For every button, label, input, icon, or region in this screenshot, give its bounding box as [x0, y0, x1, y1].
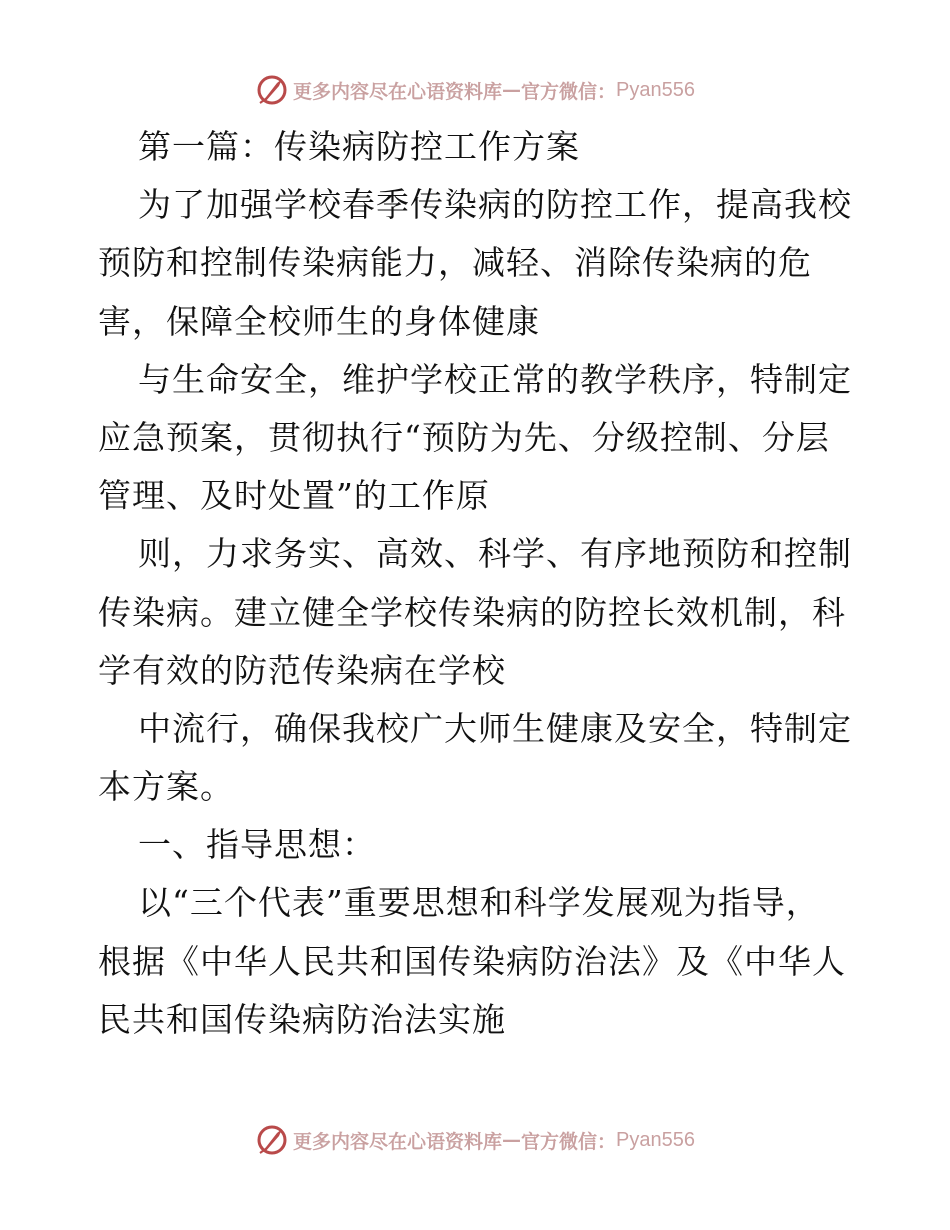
wechat-label: 官方微信： — [521, 80, 617, 103]
doc-line-1: 第一篇：传染病防控工作方案 — [138, 127, 580, 166]
doc-line-2: 为了加强学校春季传染病的防控工作，提高我校 — [138, 185, 852, 225]
doc-line-5: 与生命安全，维护学校正常的教学秩序，特制定 — [138, 359, 852, 399]
doc-line-3: 预防和控制传染病能力，减轻、消除传染病的危 — [98, 243, 812, 283]
document-body — [98, 118, 858, 1049]
doc-line-13: 一、指导思想： — [138, 825, 376, 865]
header-watermark — [0, 70, 950, 110]
quill-logo-icon — [255, 1123, 289, 1157]
doc-line-6: 应急预案，贯彻执行“预防为先、分级控制、分层 — [98, 417, 830, 457]
wechat-id: Pyan556 — [616, 1128, 695, 1151]
doc-line-10: 学有效的防范传染病在学校 — [98, 650, 506, 690]
doc-line-8: 则，力求务实、高效、科学、有序地预防和控制 — [138, 534, 852, 574]
doc-line-14: 以“三个代表”重要思想和科学发展观为指导， — [138, 883, 820, 923]
quill-logo-icon — [255, 73, 289, 107]
watermark-separator: — — [502, 79, 522, 101]
doc-line-4: 害，保障全校师生的身体健康 — [98, 301, 540, 341]
doc-line-12: 本方案。 — [98, 767, 234, 807]
footer-watermark — [0, 1120, 950, 1160]
doc-line-15: 根据《中华人民共和国传染病防治法》及《中华人 — [98, 941, 846, 981]
watermark-text: 更多内容尽在心语资料库 — [293, 80, 503, 103]
doc-line-7: 管理、及时处置”的工作原 — [98, 476, 490, 516]
wechat-label: 官方微信： — [521, 1130, 617, 1153]
wechat-id: Pyan556 — [616, 78, 695, 101]
doc-line-16: 民共和国传染病防治法实施 — [98, 999, 506, 1039]
doc-line-9: 传染病。建立健全学校传染病的防控长效机制，科 — [98, 592, 846, 632]
doc-line-11: 中流行，确保我校广大师生健康及安全，特制定 — [138, 708, 852, 748]
watermark-text: 更多内容尽在心语资料库 — [293, 1130, 503, 1153]
watermark-separator: — — [502, 1129, 522, 1151]
